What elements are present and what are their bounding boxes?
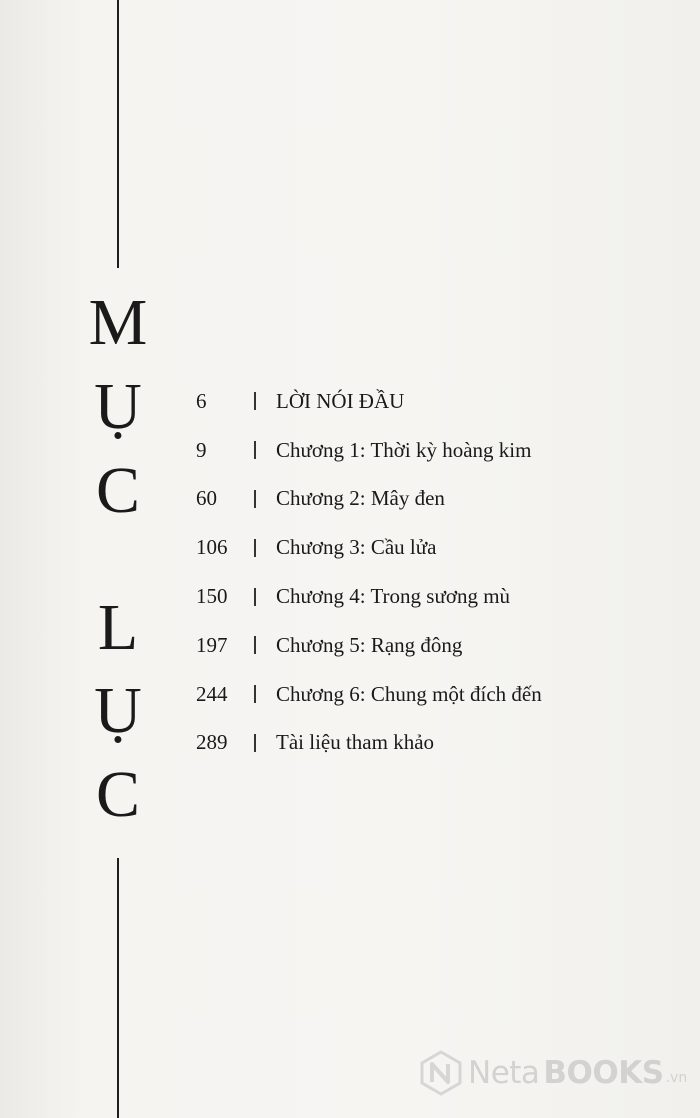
- toc-page-number: 6: [196, 388, 207, 413]
- toc-entry-title: Tài liệu tham khảo: [276, 730, 435, 755]
- netabooks-watermark: [418, 1050, 687, 1096]
- toc-entry[interactable]: [196, 572, 676, 621]
- toc-separator: [254, 685, 256, 703]
- toc-separator: [254, 441, 256, 459]
- toc-separator: [254, 588, 256, 606]
- toc-entry-title: Chương 2: Mây đen: [276, 486, 445, 511]
- toc-separator: [254, 734, 256, 752]
- toc-entry-title: Chương 4: Trong sương mù: [276, 584, 511, 609]
- toc-separator: [254, 539, 256, 557]
- toc-page-number: 197: [196, 632, 228, 657]
- toc-entry[interactable]: [196, 523, 676, 572]
- title-letter: Ụ: [94, 674, 142, 747]
- toc-entry[interactable]: [196, 670, 676, 719]
- table-of-contents: [196, 377, 676, 767]
- toc-separator: [254, 392, 256, 410]
- toc-entry[interactable]: [196, 426, 676, 475]
- title-letter: Ụ: [94, 370, 142, 443]
- toc-entry-title: Chương 3: Cầu lửa: [276, 535, 437, 560]
- toc-page-number: 106: [196, 535, 228, 560]
- toc-page-number: 9: [196, 437, 207, 462]
- toc-entry[interactable]: [196, 475, 676, 524]
- toc-entry[interactable]: [196, 621, 676, 670]
- watermark-brand-light: Neta: [468, 1055, 540, 1091]
- toc-entry[interactable]: [196, 377, 676, 426]
- toc-entry[interactable]: [196, 719, 676, 768]
- toc-entry-title: Chương 6: Chung một đích đến: [276, 681, 542, 706]
- toc-entry-title: LỜI NÓI ĐẦU: [276, 388, 405, 413]
- toc-separator: [254, 490, 256, 508]
- toc-separator: [254, 636, 256, 654]
- title-letter: M: [88, 286, 148, 359]
- title-letter: C: [95, 454, 141, 527]
- toc-page-number: 60: [196, 486, 217, 511]
- toc-page-number: 244: [196, 681, 228, 706]
- vertical-rule-top: [117, 0, 119, 268]
- toc-page-number: 150: [196, 584, 228, 609]
- title-letter: C: [95, 758, 141, 831]
- watermark-suffix: .vn: [665, 1070, 688, 1086]
- toc-entry-title: Chương 5: Rạng đông: [276, 632, 463, 657]
- title-letter: L: [97, 591, 139, 664]
- netabooks-logo-icon: [418, 1050, 464, 1096]
- toc-entry-title: Chương 1: Thời kỳ hoàng kim: [276, 437, 532, 462]
- watermark-brand-bold: BOOKS: [543, 1055, 664, 1091]
- toc-page-number: 289: [196, 730, 228, 755]
- vertical-rule-bottom: [117, 858, 119, 1118]
